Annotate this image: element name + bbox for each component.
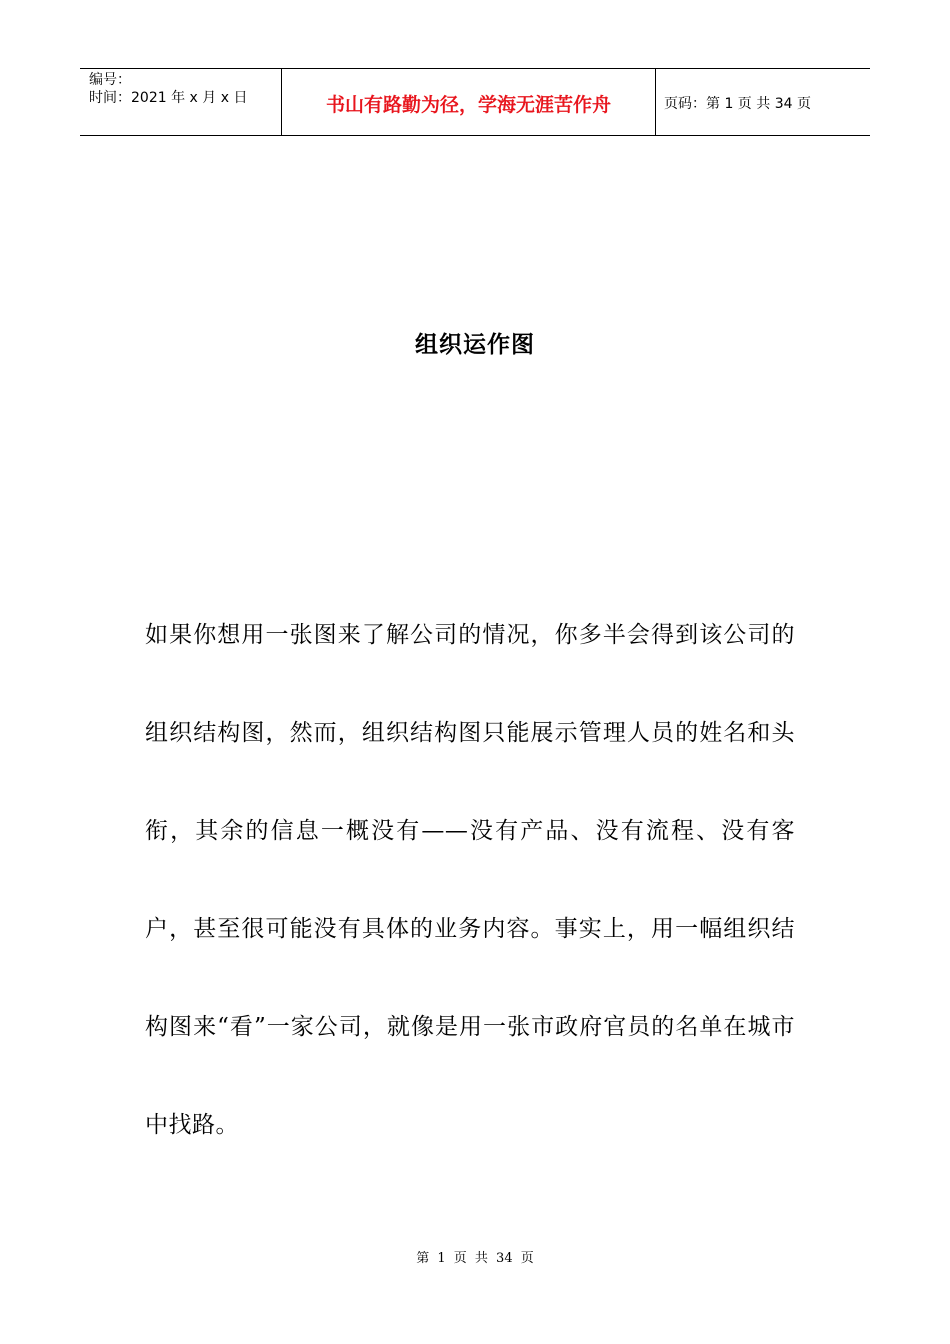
body-paragraph: 如果你想用一张图来了解公司的情况，你多半会得到该公司的组织结构图，然而，组织结构图只能展示管理人员的姓名和头衔，其余的信息一概没有——没有产品、没有流程、没有客户，甚至很可能没有具体的业务内容。事实上，用一幅组织结构图来“看”一家公司，就像是用一张市政府官员的名单在城市中找路。 xyxy=(145,622,795,1138)
header-meta-cell xyxy=(80,69,282,135)
header-page-info: 页码：第 1 页 共 34 页 xyxy=(664,96,811,112)
document-title: 组织运作图 xyxy=(415,332,535,358)
number-label: 编号： xyxy=(89,72,131,88)
header-motto: 书山有路勤为径，学海无涯苦作舟 xyxy=(282,69,656,135)
page-footer: 第 1 页 共 34 页 xyxy=(416,1251,534,1266)
time-label: 时间：2021 年 x 月 x 日 xyxy=(89,90,248,106)
page-header xyxy=(80,68,870,136)
document-body xyxy=(145,586,795,1174)
